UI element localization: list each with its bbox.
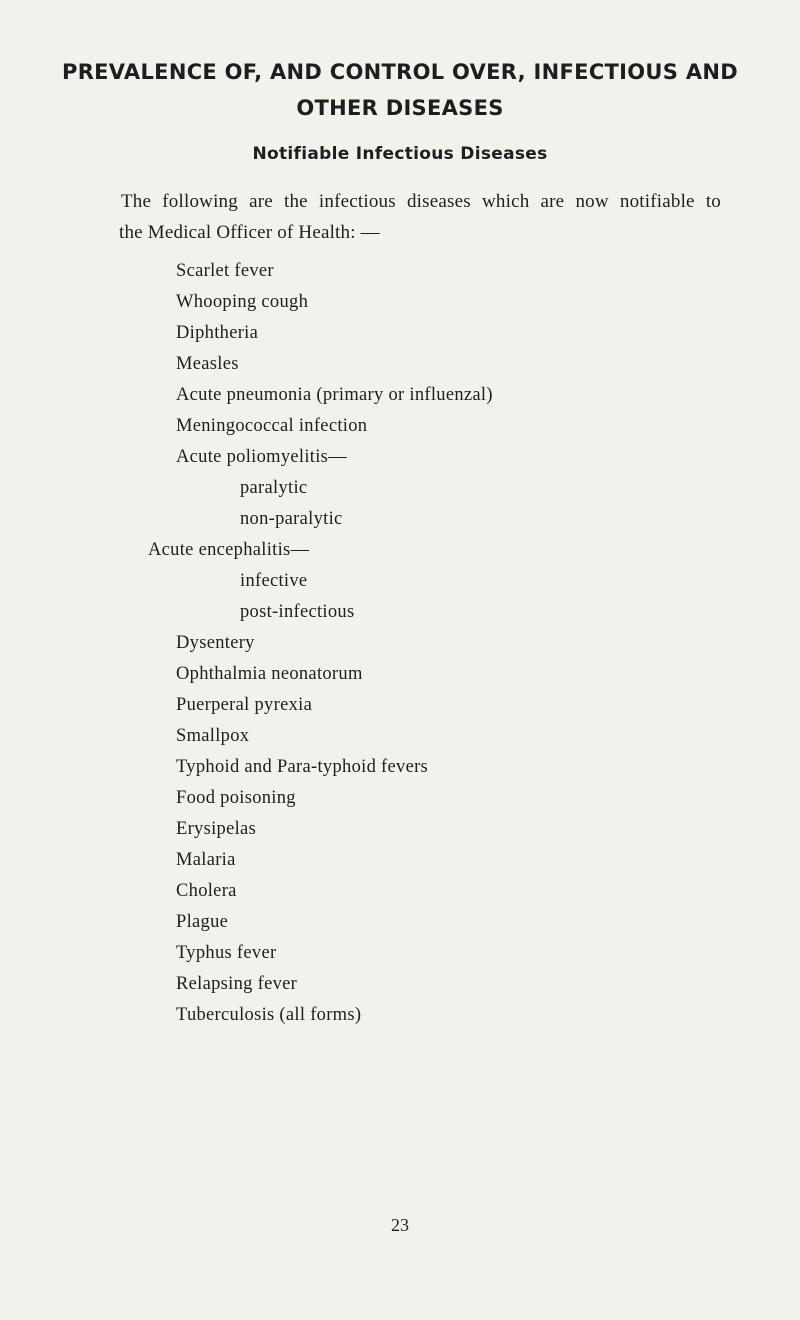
disease-item: Ophthalmia neonatorum: [176, 664, 363, 684]
page-title-line-2: OTHER DISEASES: [296, 96, 504, 120]
disease-subitem: non-paralytic: [240, 509, 343, 529]
intro-paragraph: [121, 186, 721, 248]
disease-item: Acute poliomyelitis—: [176, 447, 347, 467]
disease-item: Plague: [176, 912, 229, 932]
disease-item: Food poisoning: [176, 788, 296, 808]
disease-item: Typhoid and Para-typhoid fevers: [176, 757, 429, 777]
disease-item: Smallpox: [176, 726, 250, 746]
disease-item: Malaria: [176, 850, 236, 870]
disease-subitem: paralytic: [240, 478, 308, 498]
disease-item: Relapsing fever: [176, 974, 298, 994]
disease-item: Whooping cough: [176, 292, 309, 312]
disease-item: Diphtheria: [176, 323, 259, 343]
disease-item: Dysentery: [176, 633, 255, 653]
disease-subitem: infective: [240, 571, 308, 591]
disease-item: Erysipelas: [176, 819, 257, 839]
disease-item: Measles: [176, 354, 239, 374]
disease-item: Acute pneumonia (primary or influenzal): [176, 385, 493, 405]
intro-line-1: The following are the infectious diseases which are now notifiable to: [121, 191, 721, 212]
disease-subitem: post-infectious: [240, 602, 355, 622]
disease-item: Typhus fever: [176, 943, 277, 963]
disease-item: Cholera: [176, 881, 237, 901]
page-title-line-1: PREVALENCE OF, AND CONTROL OVER, INFECTIOUS AND: [62, 60, 738, 84]
page-number: 23: [391, 1215, 409, 1235]
disease-item: Acute encephalitis—: [148, 540, 310, 560]
section-subtitle: Notifiable Infectious Diseases: [252, 144, 548, 164]
disease-item: Puerperal pyrexia: [176, 695, 313, 715]
disease-item: Meningococcal infection: [176, 416, 368, 436]
disease-item: Scarlet fever: [176, 261, 274, 281]
disease-item: Tuberculosis (all forms): [176, 1005, 362, 1025]
intro-line-2: the Medical Officer of Health: —: [119, 222, 380, 243]
